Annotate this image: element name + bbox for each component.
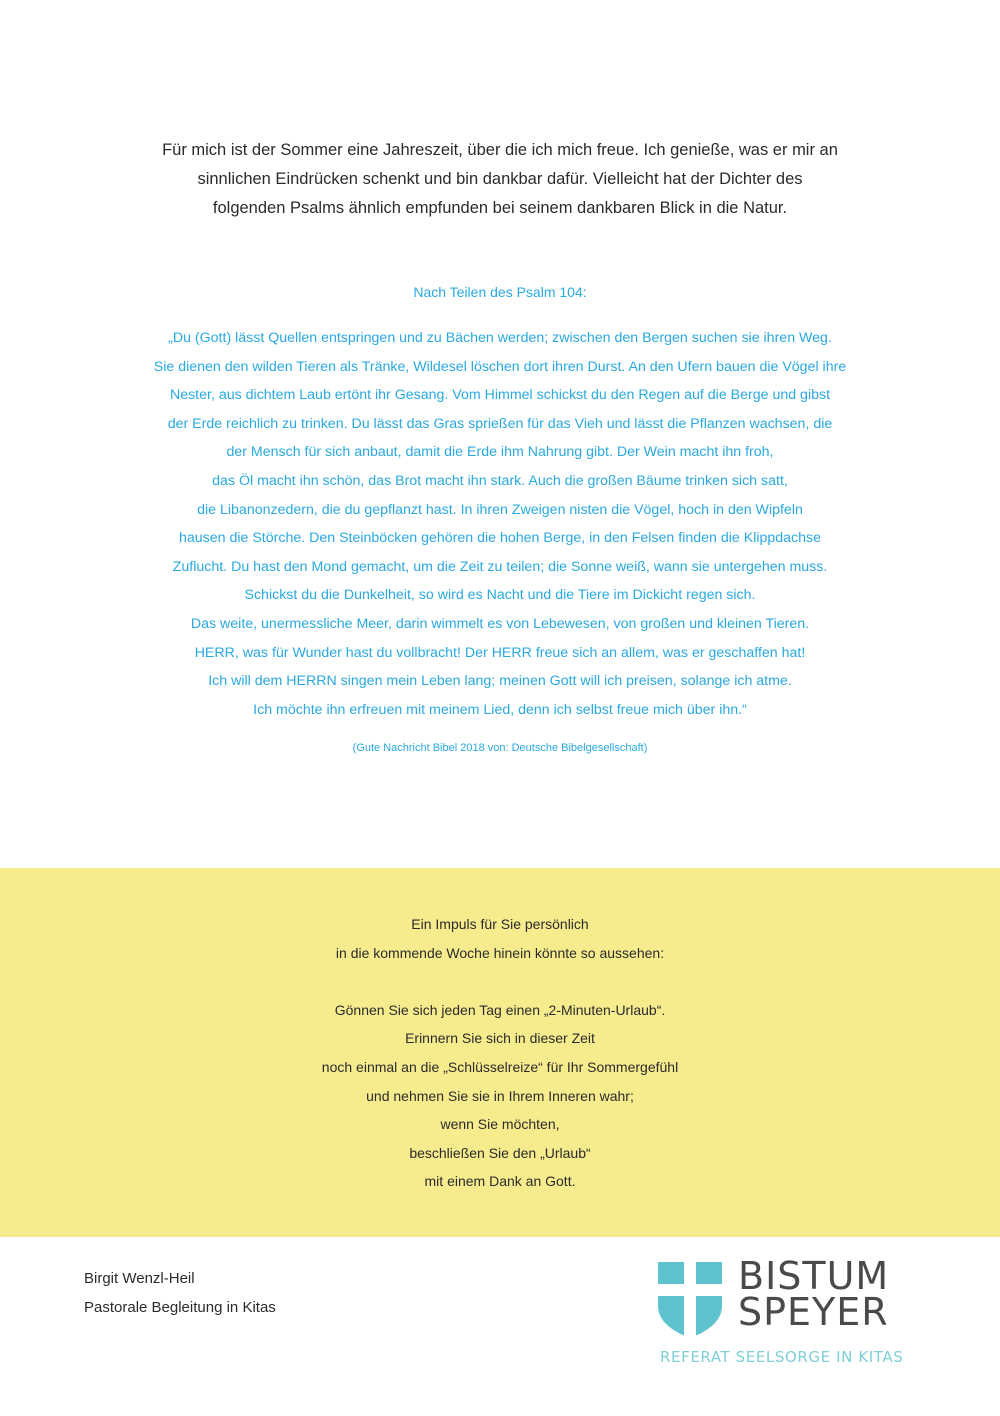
bistum-speyer-logo [658, 1254, 948, 1372]
psalm-line: „Du (Gott) lässt Quellen entspringen und zu Bächen werden; zwischen den Bergen suchen sie ihren Weg. [168, 330, 832, 346]
psalm-line: HERR, was für Wunder hast du vollbracht! Der HERR freue sich an allem, was er geschaffen hat! [194, 644, 806, 661]
impulse-line: beschließen Sie den „Urlaub“ [409, 1144, 591, 1161]
impulse-line: und nehmen Sie sie in Ihrem Inneren wahr; [366, 1087, 634, 1104]
author-role: Pastorale Begleitung in Kitas [84, 1299, 276, 1316]
psalm-line: Nester, aus dichtem Laub ertönt ihr Gesang. Vom Himmel schickst du den Regen auf die Berge und gibst [169, 387, 831, 404]
impulse-line [0, 967, 1000, 996]
psalm-line: Zuflucht. Du hast den Mond gemacht, um die Zeit zu teilen; die Sonne weiß, wann sie untergehen muss. [172, 558, 828, 575]
intro-line: folgenden Psalms ähnlich empfunden bei seinem dankbaren Blick in die Natur. [212, 199, 788, 217]
psalm-line: hausen die Störche. Den Steinböcken gehören die hohen Berge, in den Felsen finden die Klippdachse [178, 530, 822, 547]
impulse-line: wenn Sie möchten, [440, 1116, 560, 1133]
impulse-line: mit einem Dank an Gott. [424, 1173, 576, 1190]
psalm-line: der Mensch für sich anbaut, damit die Erde ihm Nahrung gibt. Der Wein macht ihn froh, [226, 444, 774, 461]
shield-cross-icon [658, 1262, 722, 1338]
psalm-line: Das weite, unermessliche Meer, darin wimmelt es von Lebewesen, von großen und kleinen Tieren. [190, 615, 810, 632]
impulse-line: noch einmal an die „Schlüsselreize“ für Ihr Sommergefühl [321, 1058, 679, 1075]
psalm-heading: Nach Teilen des Psalm 104: [413, 284, 587, 300]
impulse-line: Gönnen Sie sich jeden Tag einen „2-Minuten-Urlaub“. [334, 1001, 666, 1018]
impulse-line: in die kommende Woche hinein könnte so aussehen: [335, 944, 665, 961]
intro-paragraph [0, 136, 1000, 223]
psalm-line: Schickst du die Dunkelheit, so wird es Nacht und die Tiere im Dickicht regen sich. [244, 587, 756, 604]
intro-line: sinnlichen Eindrücken schenkt und bin dankbar dafür. Vielleicht hat der Dichter des [197, 170, 803, 188]
impulse-line: Erinnern Sie sich in dieser Zeit [405, 1030, 595, 1047]
psalm-line: das Öl macht ihn schön, das Brot macht ihn stark. Auch die großen Bäume trinken sich satt, [212, 472, 788, 489]
intro-line: Für mich ist der Sommer eine Jahreszeit, über die ich mich freue. Ich genieße, was er mir an [162, 141, 838, 159]
psalm-text [0, 324, 1000, 724]
author-name: Birgit Wenzl-Heil [84, 1270, 195, 1287]
psalm-line: Sie dienen den wilden Tieren als Tränke, Wildesel löschen dort ihren Durst. An den Ufern bauen die Vögel ihre [153, 358, 847, 375]
logo-line2: SPEYER [738, 1290, 889, 1334]
impulse-text [0, 910, 1000, 1196]
psalm-line: Ich möchte ihn erfreuen mit meinem Lied, denn ich selbst freue mich über ihn.“ [253, 701, 747, 718]
impulse-box [0, 868, 1000, 1237]
logo-wordmark [738, 1254, 890, 1334]
psalm-line: die Libanonzedern, die du gepflanzt hast. In ihren Zweigen nisten die Vögel, hoch in den Wipfeln [197, 501, 803, 518]
impulse-line: Ein Impuls für Sie persönlich [411, 916, 589, 932]
logo-line1: BISTUM [738, 1254, 890, 1298]
psalm-source: (Gute Nachricht Bibel 2018 von: Deutsche Bibelgesellschaft) [352, 742, 648, 754]
psalm-line: Ich will dem HERRN singen mein Leben lang; meinen Gott will ich preisen, solange ich atme. [208, 673, 792, 690]
author-block [84, 1264, 276, 1322]
logo-tagline: REFERAT SEELSORGE IN KITAS [660, 1348, 904, 1366]
psalm-line: der Erde reichlich zu trinken. Du lässt das Gras sprießen für das Vieh und lässt die Pflanzen wachsen, die [167, 415, 833, 432]
